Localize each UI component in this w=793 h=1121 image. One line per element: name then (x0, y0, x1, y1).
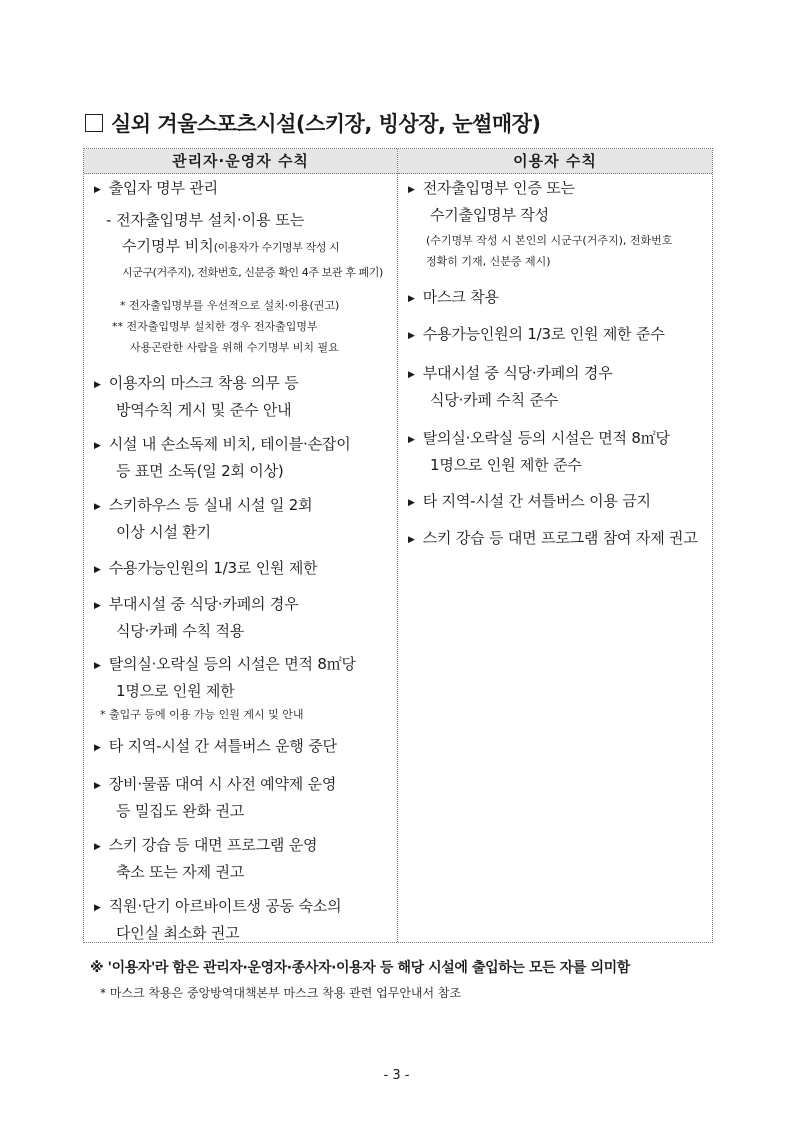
bullet-icon: ▶ (94, 502, 101, 512)
checkbox-icon (85, 114, 103, 132)
left-item-capacity: ▶ 수용가능인원의 1/3로 인원 제한 (94, 559, 318, 577)
left-item-ventilation: ▶ 스키하우스 등 실내 시설 일 2회 이상 시설 환기 (94, 496, 313, 541)
left-note-1: * 전자출입명부를 우선적으로 설치·이용(권고) (120, 299, 340, 312)
right-item-shuttle: ▶ 타 지역-시설 간 셔틀버스 이용 금지 (408, 492, 651, 510)
column-divider (397, 149, 398, 942)
left-note-2: ** 전자출입명부 설치한 경우 전자출입명부 (112, 320, 318, 333)
bullet-icon: ▶ (408, 331, 415, 341)
right-item-capacity: ▶ 수용가능인원의 1/3로 인원 제한 준수 (408, 325, 665, 343)
rules-table (83, 148, 713, 943)
left-item-staff-dorm: ▶ 직원·단기 아르바이트생 공동 숙소의 다인실 최소화 권고 (94, 897, 342, 942)
left-note-3: 사용곤란한 사람을 위해 수기명부 비치 필요 (130, 341, 339, 354)
bullet-icon: ▶ (408, 294, 415, 304)
right-item-locker-room: ▶ 탈의실·오락실 등의 시설은 면적 8㎡당 1명으로 인원 제한 준수 (408, 429, 670, 474)
left-item-mask-notice: ▶ 이용자의 마스크 착용 의무 등 방역수칙 게시 및 준수 안내 (94, 374, 299, 419)
bullet-icon: ▶ (94, 185, 101, 195)
bullet-icon: ▶ (94, 743, 101, 753)
bullet-icon: ▶ (408, 435, 415, 445)
right-item-ski-lessons: ▶ 스키 강습 등 대면 프로그램 참여 자제 권고 (408, 529, 698, 547)
left-item-rental: ▶ 장비·물품 대여 시 사전 예약제 운영 등 밀집도 완화 권고 (94, 775, 337, 820)
right-item-mask: ▶ 마스크 착용 (408, 288, 499, 306)
left-subitem-manual-log: 수기명부 비치(이용자가 수기명부 작성 시 (122, 237, 340, 255)
left-item-ski-lessons: ▶ 스키 강습 등 대면 프로그램 운영 축소 또는 자제 권고 (94, 836, 318, 881)
left-note-capacity-posting: * 출입구 등에 이용 가능 인원 게시 및 안내 (100, 708, 304, 721)
bullet-icon: ▶ (408, 370, 415, 380)
section-title (85, 108, 541, 138)
bullet-icon: ▶ (94, 903, 101, 913)
left-item-visitor-log: ▶ 출입자 명부 관리 (94, 179, 218, 197)
left-subitem-manual-log-detail: 시군구(거주지), 전화번호, 신분증 확인 4주 보관 후 폐기) (122, 266, 383, 279)
left-item-sanitizer: ▶ 시설 내 손소독제 비치, 테이블·손잡이 등 표면 소독(일 2회 이상) (94, 435, 351, 480)
bullet-icon: ▶ (408, 498, 415, 508)
right-note-2: 정확히 기재, 신분증 제시) (426, 255, 551, 268)
header-operator-rules: 관리자·운영자 수칙 (84, 149, 397, 174)
left-item-shuttle: ▶ 타 지역-시설 간 셔틀버스 운행 중단 (94, 737, 337, 755)
footnote-user-definition: ※ '이용자'라 함은 관리자·운영자·종사자·이용자 등 해당 시설에 출입하는 모든 자를 의미함 (90, 960, 630, 976)
right-item-cafe: ▶ 부대시설 중 식당·카페의 경우 식당·카페 수칙 준수 (408, 364, 613, 409)
header-user-rules: 이용자 수칙 (398, 149, 712, 174)
bullet-icon: ▶ (94, 781, 101, 791)
bullet-icon: ▶ (94, 441, 101, 451)
right-item-entry-log: ▶ 전자출입명부 인증 또는 수기출입명부 작성 (408, 179, 575, 224)
bullet-icon: ▶ (94, 601, 101, 611)
bullet-icon: ▶ (94, 661, 101, 671)
right-note-1: (수기명부 작성 시 본인의 시군구(거주지), 전화번호 (426, 234, 673, 247)
bullet-icon: ▶ (408, 535, 415, 545)
footnote-mask-reference: * 마스크 착용은 중앙방역대책본부 마스크 착용 관련 업무안내서 참조 (100, 986, 462, 1000)
bullet-icon: ▶ (408, 185, 415, 195)
bullet-icon: ▶ (94, 380, 101, 390)
page-number: - 3 - (383, 1068, 410, 1083)
section-title-text: 실외 겨울스포츠시설(스키장, 빙상장, 눈썰매장) (111, 112, 541, 136)
bullet-icon: ▶ (94, 842, 101, 852)
left-item-cafe: ▶ 부대시설 중 식당·카페의 경우 식당·카페 수칙 적용 (94, 595, 299, 640)
bullet-icon: ▶ (94, 565, 101, 575)
left-subitem-e-log: - 전자출입명부 설치·이용 또는 (106, 211, 305, 229)
left-item-locker-room: ▶ 탈의실·오락실 등의 시설은 면적 8㎡당 1명으로 인원 제한 (94, 655, 356, 700)
